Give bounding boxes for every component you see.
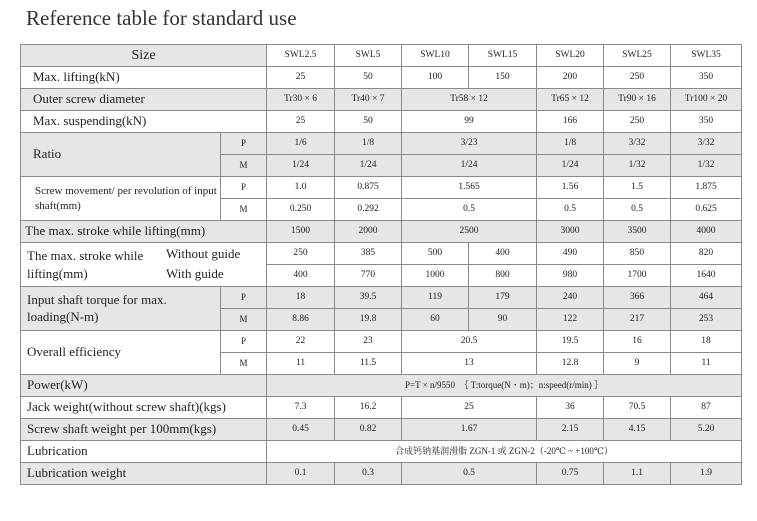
row-label: Lubrication weight: [21, 463, 267, 485]
table-cell: 3/32: [604, 133, 671, 155]
row-tag: M: [221, 353, 267, 375]
row-tag: Without guide: [166, 246, 241, 261]
row-label: Max. suspending(kN): [21, 111, 267, 133]
table-cell: 3/23: [402, 133, 537, 155]
table-cell: Tr65 × 12: [537, 89, 604, 111]
table-cell: 1.5: [604, 177, 671, 199]
model-header: SWL5: [335, 45, 402, 67]
table-cell: 1640: [671, 265, 742, 287]
table-cell: 2.15: [537, 419, 604, 441]
table-cell: 100: [402, 67, 469, 89]
table-cell: 12.8: [537, 353, 604, 375]
table-cell: 11: [267, 353, 335, 375]
table-cell: 4000: [671, 221, 742, 243]
table-cell: 99: [402, 111, 537, 133]
table-cell: 250: [267, 243, 335, 265]
table-cell: 9: [604, 353, 671, 375]
table-row: [21, 397, 742, 419]
table-cell: 0.45: [267, 419, 335, 441]
table-cell: 0.5: [402, 463, 537, 485]
table-cell: Tr90 × 16: [604, 89, 671, 111]
table-cell: 500: [402, 243, 469, 265]
table-cell: 0.5: [537, 199, 604, 221]
table-cell: 350: [671, 67, 742, 89]
table-cell: 1700: [604, 265, 671, 287]
table-cell: 240: [537, 287, 604, 309]
spec-table: [20, 44, 742, 485]
table-cell: 3000: [537, 221, 604, 243]
table-cell: 385: [335, 243, 402, 265]
size-header: Size: [21, 45, 267, 67]
row-tag: P: [221, 177, 267, 199]
table-row: [21, 111, 742, 133]
table-cell: 122: [537, 309, 604, 331]
row-label: Outer screw diameter: [21, 89, 267, 111]
model-header: SWL15: [469, 45, 537, 67]
table-row: [21, 419, 742, 441]
table-cell: 18: [267, 287, 335, 309]
table-cell: 366: [604, 287, 671, 309]
table-row: [21, 463, 742, 485]
table-cell: 770: [335, 265, 402, 287]
table-row: [21, 133, 742, 155]
row-tag: With guide: [166, 266, 224, 281]
table-cell: 250: [604, 111, 671, 133]
row-label: Overall efficiency: [21, 331, 221, 375]
row-label: The max. stroke while lifting(mm): [21, 221, 267, 243]
table-cell: Tr40 × 7: [335, 89, 402, 111]
table-cell: 1/24: [537, 155, 604, 177]
table-cell: 1.9: [671, 463, 742, 485]
stroke-guide-label-cell: [21, 243, 267, 287]
table-cell: 2000: [335, 221, 402, 243]
table-cell: 25: [267, 111, 335, 133]
table-cell: 60: [402, 309, 469, 331]
table-cell: 39.5: [335, 287, 402, 309]
row-label: Jack weight(without screw shaft)(kgs): [21, 397, 267, 419]
row-tag: P: [221, 287, 267, 309]
table-cell: 0.5: [604, 199, 671, 221]
table-cell: 16.2: [335, 397, 402, 419]
table-cell: 253: [671, 309, 742, 331]
table-cell: 3/32: [671, 133, 742, 155]
table-cell: 22: [267, 331, 335, 353]
table-cell: 20.5: [402, 331, 537, 353]
table-cell: 25: [402, 397, 537, 419]
model-header: SWL35: [671, 45, 742, 67]
row-label: Ratio: [21, 133, 221, 177]
row-label: Max. lifting(kN): [21, 67, 267, 89]
table-cell: 1/8: [537, 133, 604, 155]
table-cell: 1.1: [604, 463, 671, 485]
table-cell: 0.75: [537, 463, 604, 485]
table-cell: 19.5: [537, 331, 604, 353]
table-cell: 87: [671, 397, 742, 419]
table-cell: Tr58 × 12: [402, 89, 537, 111]
table-cell: 400: [469, 243, 537, 265]
table-cell: 5.20: [671, 419, 742, 441]
row-tag: M: [221, 309, 267, 331]
table-cell: 166: [537, 111, 604, 133]
table-cell: 90: [469, 309, 537, 331]
table-cell: Tr100 × 20: [671, 89, 742, 111]
table-cell: 350: [671, 111, 742, 133]
model-header: SWL20: [537, 45, 604, 67]
table-cell: 16: [604, 331, 671, 353]
table-cell: 7.3: [267, 397, 335, 419]
row-label: Lubrication: [21, 441, 267, 463]
table-cell: 3500: [604, 221, 671, 243]
table-cell: 0.5: [402, 199, 537, 221]
table-cell: 1.0: [267, 177, 335, 199]
table-cell: 490: [537, 243, 604, 265]
lubrication-value: 合成钙钠基润滑脂 ZGN-1 或 ZGN-2（-20℃ ~ +100℃）: [267, 441, 742, 463]
table-cell: 1/24: [267, 155, 335, 177]
table-cell: 800: [469, 265, 537, 287]
table-cell: 36: [537, 397, 604, 419]
table-cell: 0.1: [267, 463, 335, 485]
table-cell: Tr30 × 6: [267, 89, 335, 111]
table-cell: 0.250: [267, 199, 335, 221]
table-cell: 18: [671, 331, 742, 353]
table-cell: 1.56: [537, 177, 604, 199]
row-label: Screw shaft weight per 100mm(kgs): [21, 419, 267, 441]
table-cell: 8.86: [267, 309, 335, 331]
table-cell: 1/24: [335, 155, 402, 177]
table-cell: 250: [604, 67, 671, 89]
table-cell: 464: [671, 287, 742, 309]
table-row: [21, 89, 742, 111]
table-cell: 23: [335, 331, 402, 353]
table-cell: 1.565: [402, 177, 537, 199]
table-row: [21, 287, 742, 309]
table-cell: 980: [537, 265, 604, 287]
table-cell: 70.5: [604, 397, 671, 419]
row-tag: P: [221, 331, 267, 353]
table-cell: 1000: [402, 265, 469, 287]
model-header: SWL10: [402, 45, 469, 67]
row-tag: P: [221, 133, 267, 155]
row-label: The max. stroke while lifting(mm): [27, 248, 144, 282]
table-cell: 13: [402, 353, 537, 375]
power-formula: P=T × n/9550 ｛ T:torque(N・m)；n:speed(r/min) ｝: [267, 375, 742, 397]
table-cell: 400: [267, 265, 335, 287]
table-cell: 200: [537, 67, 604, 89]
table-cell: 1/32: [604, 155, 671, 177]
table-cell: 0.875: [335, 177, 402, 199]
table-cell: 0.292: [335, 199, 402, 221]
table-cell: 4.15: [604, 419, 671, 441]
row-label: Input shaft torque for max. loading(N-m): [21, 287, 221, 331]
row-tag: M: [221, 155, 267, 177]
table-cell: 50: [335, 67, 402, 89]
model-header: SWL25: [604, 45, 671, 67]
table-cell: 1.875: [671, 177, 742, 199]
table-cell: 820: [671, 243, 742, 265]
table-cell: 850: [604, 243, 671, 265]
table-row: [21, 441, 742, 463]
table-cell: 11: [671, 353, 742, 375]
row-label: Screw movement/ per revolution of input shaft(mm): [21, 177, 221, 221]
table-cell: 179: [469, 287, 537, 309]
table-row: [21, 67, 742, 89]
table-cell: 0.625: [671, 199, 742, 221]
table-cell: 1/24: [402, 155, 537, 177]
table-cell: 25: [267, 67, 335, 89]
table-row: [21, 331, 742, 353]
table-cell: 1/32: [671, 155, 742, 177]
table-cell: 0.82: [335, 419, 402, 441]
table-cell: 119: [402, 287, 469, 309]
table-row: [21, 243, 742, 265]
table-row: [21, 221, 742, 243]
page-title: Reference table for standard use: [26, 6, 297, 30]
table-cell: 19.8: [335, 309, 402, 331]
table-row: [21, 177, 742, 199]
table-cell: 1.67: [402, 419, 537, 441]
row-label: Power(kW): [21, 375, 267, 397]
table-cell: 11.5: [335, 353, 402, 375]
table-cell: 217: [604, 309, 671, 331]
model-header: SWL2.5: [267, 45, 335, 67]
table-header-row: [21, 45, 742, 67]
table-cell: 1/6: [267, 133, 335, 155]
table-cell: 150: [469, 67, 537, 89]
table-row: [21, 375, 742, 397]
table-cell: 1500: [267, 221, 335, 243]
table-cell: 1/8: [335, 133, 402, 155]
row-tag: M: [221, 199, 267, 221]
table-cell: 0.3: [335, 463, 402, 485]
table-cell: 2500: [402, 221, 537, 243]
table-cell: 50: [335, 111, 402, 133]
